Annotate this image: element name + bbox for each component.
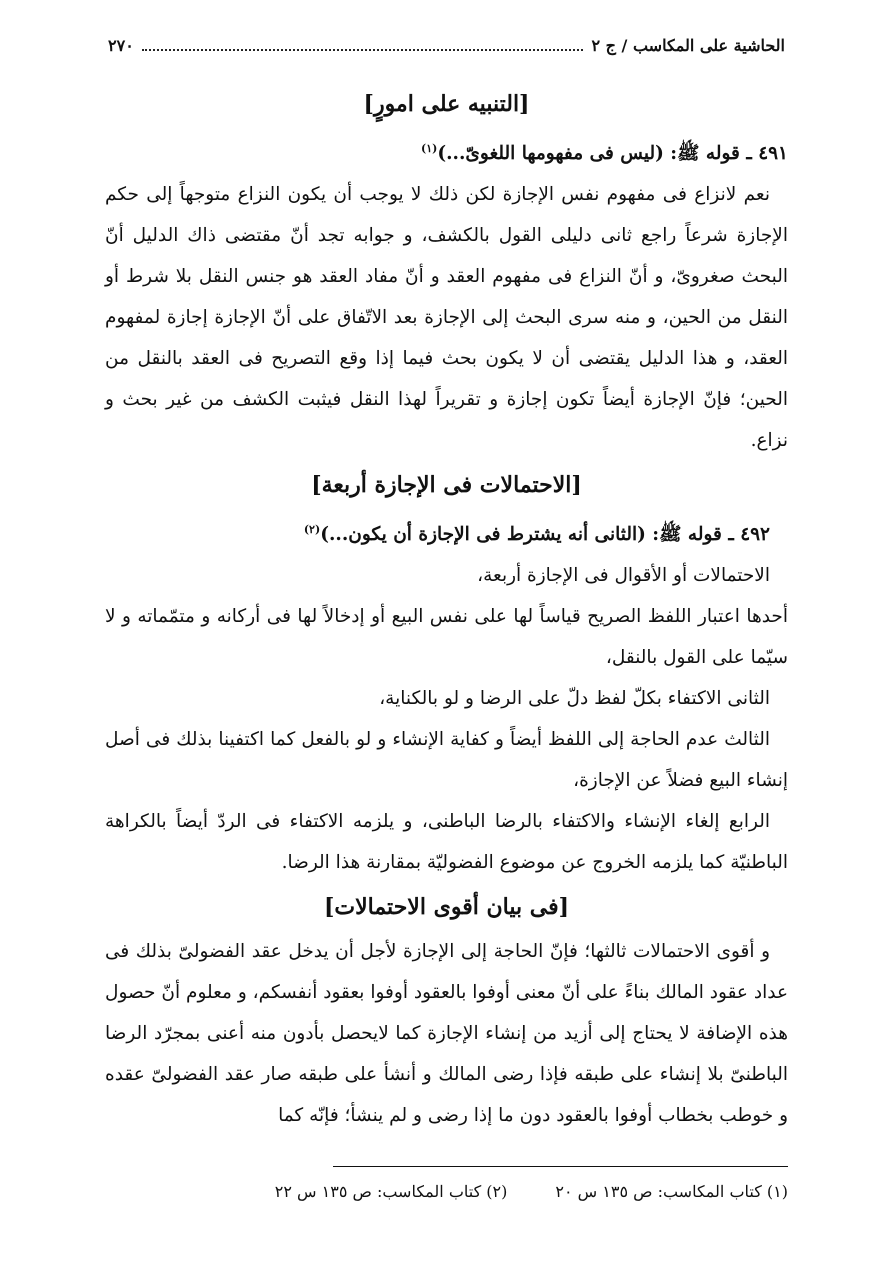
entry-492 [105, 509, 788, 555]
book-title: الحاشية على المكاسب / ج ٢ [591, 35, 785, 55]
section-heading-3: [فى بيان أقوى الاحتمالات] [323, 894, 570, 921]
paragraph-second-option: الثانى الاكتفاء بكلّ لفظ دلّ على الرضا و لو بالكناية، [379, 688, 770, 710]
paragraph-third-option: الثالث عدم الحاجة إلى اللفظ أيضاً و كفاية الإنشاء و لو بالفعل كما اكتفينا بذلك فى أصل إنشاء البيع فضلاً عن الإجازة، [105, 729, 788, 792]
page-body [105, 80, 788, 1136]
footnote-ref-1: (١) [421, 142, 438, 155]
footnote-2: (٢) كتاب المكاسب: ص ١٣٥ س ٢٢ [274, 1182, 508, 1201]
footnotes [180, 1182, 788, 1201]
paragraph-491: نعم لانزاع فى مفهوم نفس الإجازة لكن ذلك لا يوجب أن يكون النزاع متوجهاً إلى حكم الإجازة شرعاً راجع ثانى دليلى القول بالكشف، و جوابه تجد أنّ مقتضى ذاك الدليل أنّ البحث صغروىّ، و أنّ النزاع فى مفهوم العقد و أنّ مفاد العقد هو جنس النقل بلا شرط أو النقل من الحين، و منه سرى البحث إلى الإجازة بعد الاتّفاق على أنّ الإجازة إجازة لمفهوم العقد، و هذا الدليل يقتضى أن لا يكون بحث فيما إذا وقع التصريح فى العقد بالنقل من الحين؛ فإنّ الإجازة أيضاً تكون إجازة و تقريراً لهذا النقل فيثبت الكشف من غير بحث و نزاع. [105, 184, 788, 452]
footnote-ref-2: (٢) [303, 523, 321, 537]
paragraph-strongest-option: و أقوى الاحتمالات ثالثها؛ فإنّ الحاجة إلى الإجازة لأجل أن يدخل عقد الفضولىّ بذلك فى عداد عقود المالك بناءً على أنّ معنى أوفوا بالعقود أوفوا بعقود أنفسكم، و معلوم أنّ حصول هذه الإضافة لا يحتاج إلى أزيد من إنشاء الإجازة كما لايحصل بأدون منه أعنى بمجرّد الرضا الباطنىّ بلا إنشاء على طبقه فإذا رضى المالك و أنشأ على طبقه صار عقد الفضولىّ عقده و خوطب بخطاب أوفوا بالعقود دون ما إذا رضى و لم ينشأ؛ فإنّه كما [105, 941, 788, 1127]
footnote-separator [333, 1166, 788, 1167]
footnote-1: (١) كتاب المكاسب: ص ١٣٥ س ٢٠ [555, 1182, 788, 1201]
header-leader-dots [142, 39, 584, 51]
entry-492-text: ٤٩٢ ـ قوله ﷺ: (الثانى أنه يشترط فى الإجازة أن يكون...) [320, 524, 770, 546]
entry-491 [105, 128, 788, 174]
running-header [108, 30, 785, 60]
paragraph-492-intro: الاحتمالات أو الأقوال فى الإجازة أربعة، [477, 565, 770, 587]
paragraph-first-option: أحدها اعتبار اللفظ الصريح قياساً لها على نفس البيع أو إدخالاً لها فى أركانه و متمّماته و لا سيّما على القول بالنقل، [105, 606, 788, 669]
section-heading-1: [التنبيه على امورٍ] [363, 91, 530, 117]
page-number: ٢٧٠ [108, 35, 134, 55]
paragraph-fourth-option: الرابع إلغاء الإنشاء والاكتفاء بالرضا الباطنى، و يلزمه الاكتفاء فى الردّ أيضاً بالكراهة الباطنيّة كما يلزمه الخروج عن موضوع الفضوليّة بمقارنة هذا الرضا. [105, 811, 788, 874]
section-heading-2: [الاحتمالات فى الإجازة أربعة] [311, 472, 582, 499]
entry-491-text: ٤٩١ ـ قوله ﷺ: (ليس فى مفهومها اللغوىّ...) [437, 143, 788, 165]
